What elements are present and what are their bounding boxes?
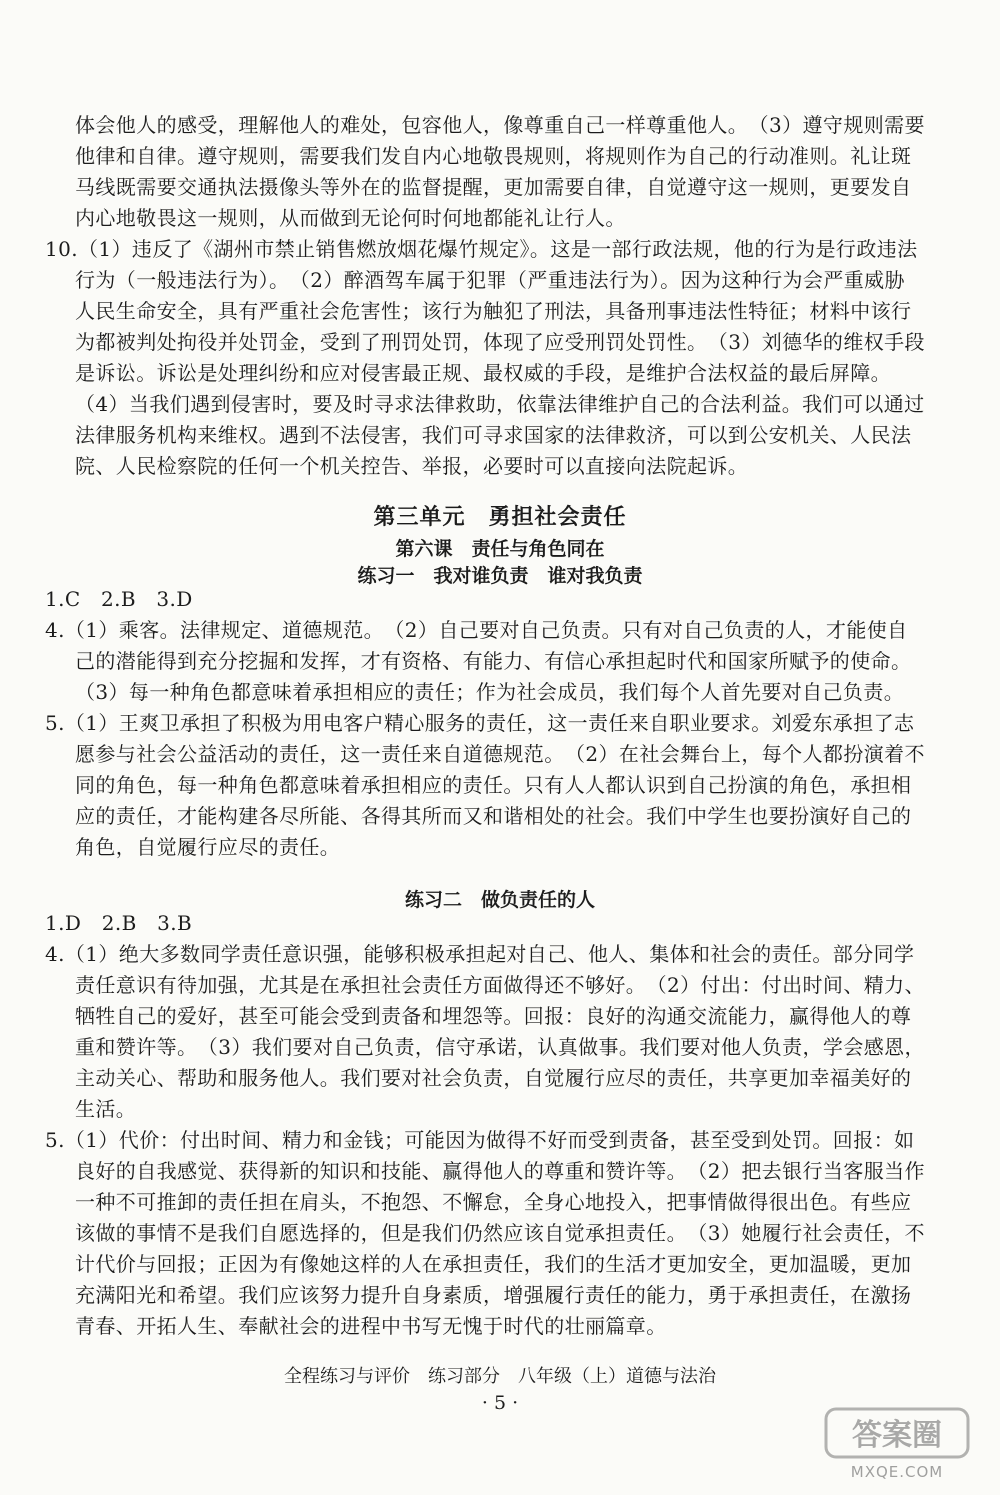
watermark-url: MXQE.COM <box>850 1463 944 1481</box>
page-number: · 5 · <box>481 1392 519 1414</box>
watermark-logo-text: 答案圈 <box>852 1418 942 1453</box>
exercise-2-answer-5: 5.（1）代价：付出时间、精力和金钱；可能因为做得不好而受到责备，甚至受到处罚。回报：如良好的自我感觉、获得新的知识和技能、赢得他人的尊重和赞许等。 （2）把去银行当客服当作一种不可推卸的责任担在肩头，不抱怨、不懈怠，全身心地投入，把事情做得很出色。有些应该做的事情不是我们自愿选择的，但是我们仍然应该自觉承担责任。 （3）她履行社会责任，不计代价与回报；正因为有像她这样的人在承担责任，我们的生活才更加安全，更加温暖，更加充满阳光和希望。我们应该努力提升自身素质，增强履行责任的能力，勇于承担责任，在激扬青春、开拓人生、奉献社会的进程中书写无愧于时代的壮丽篇章。 <box>45 1128 925 1338</box>
watermark-logo <box>822 1405 972 1483</box>
lesson-heading: 第六课 责任与角色同在 <box>395 538 605 560</box>
exercise-2-answers <box>45 908 925 1342</box>
exercise-2-choices: 1.D 2.B 3.B <box>45 911 193 935</box>
unit-heading: 第三单元 勇担社会责任 <box>373 505 627 530</box>
exercise-1-heading: 练习一 我对谁负责 谁对我负责 <box>357 565 643 587</box>
exercise-1-answer-4: 4.（1）乘客。法律规定、道德规范。 （2）自己要对自己负责。只有对自己负责的人，才能使自己的潜能得到充分挖掘和发挥，才有资格、有能力、有信心承担起时代和国家所赋予的使命。 （3）每一种角色都意味着承担相应的责任；作为社会成员，我们每个人首先要对自己负责。 <box>45 618 922 704</box>
answer-10: 10.（1）违反了《湖州市禁止销售燃放烟花爆竹规定》。这是一部行政法规，他的行为是行政违法行为（一般违法行为）。 （2）醉酒驾车属于犯罪（严重违法行为）。因为这种行为会严重威胁人民生命安全，具有严重社会危害性；该行为触犯了刑法，具备刑事违法性特征；材料中该行为都被判处拘役并处罚金，受到了刑罚处罚，体现了应受刑罚处罚性。 （3）刘德华的维权手段是诉讼。诉讼是处理纠纷和应对侵害最正规、最权威的手段，是维护合法权益的最后屏障。 （4）当我们遇到侵害时，要及时寻求法律救助，依靠法律维护自己的合法利益。我们可以通过法律服务机构来维权。遇到不法侵害，我们可寻求国家的法律救济，可以到公安机关、人民法院、人民检察院的任何一个机关控告、举报，必要时可以直接向法院起诉。 <box>45 237 925 478</box>
exercise-2-heading: 练习二 做负责任的人 <box>404 889 595 911</box>
exercise-1-answers <box>45 584 925 863</box>
footer-title: 全程练习与评价 练习部分 八年级（上）道德与法治 <box>284 1366 716 1387</box>
answer-block-top <box>45 110 925 482</box>
answer-9-continued: 体会他人的感受，理解他人的难处，包容他人，像尊重自己一样尊重他人。 （3）遵守规则需要他律和自律。遵守规则，需要我们发自内心地敬畏规则，将规则作为自己的行动准则。礼让斑马线既需要交通执法摄像头等外在的监督提醒，更加需要自律，自觉遵守这一规则，更要发自内心地敬畏这一规则，从而做到无论何时何地都能礼让行人。 <box>75 113 925 230</box>
exercise-1-answer-5: 5.（1）王爽卫承担了积极为用电客户精心服务的责任，这一责任来自职业要求。刘爱东承担了志愿参与社会公益活动的责任，这一责任来自道德规范。 （2）在社会舞台上，每个人都扮演着不同的角色，每一种角色都意味着承担相应的责任。只有人人都认识到自己扮演的角色，承担相应的责任，才能构建各尽所能、各得其所而又和谐相处的社会。我们中学生也要扮演好自己的角色，自觉履行应尽的责任。 <box>45 711 925 859</box>
exercise-1-choices: 1.C 2.B 3.D <box>45 587 193 611</box>
exercise-2-answer-4: 4.（1）绝大多数同学责任意识强，能够积极承担起对自己、他人、集体和社会的责任。部分同学责任意识有待加强，尤其是在承担社会责任方面做得还不够好。 （2）付出：付出时间、精力、牺牲自己的爱好，甚至可能会受到责备和埋怨等。回报：良好的沟通交流能力，赢得他人的尊重和赞许等。 （3）我们要对自己负责，信守承诺，认真做事。我们要对他人负责，学会感恩，主动关心、帮助和服务他人。我们要对社会负责，自觉履行应尽的责任，共享更加幸福美好的生活。 <box>45 942 925 1121</box>
